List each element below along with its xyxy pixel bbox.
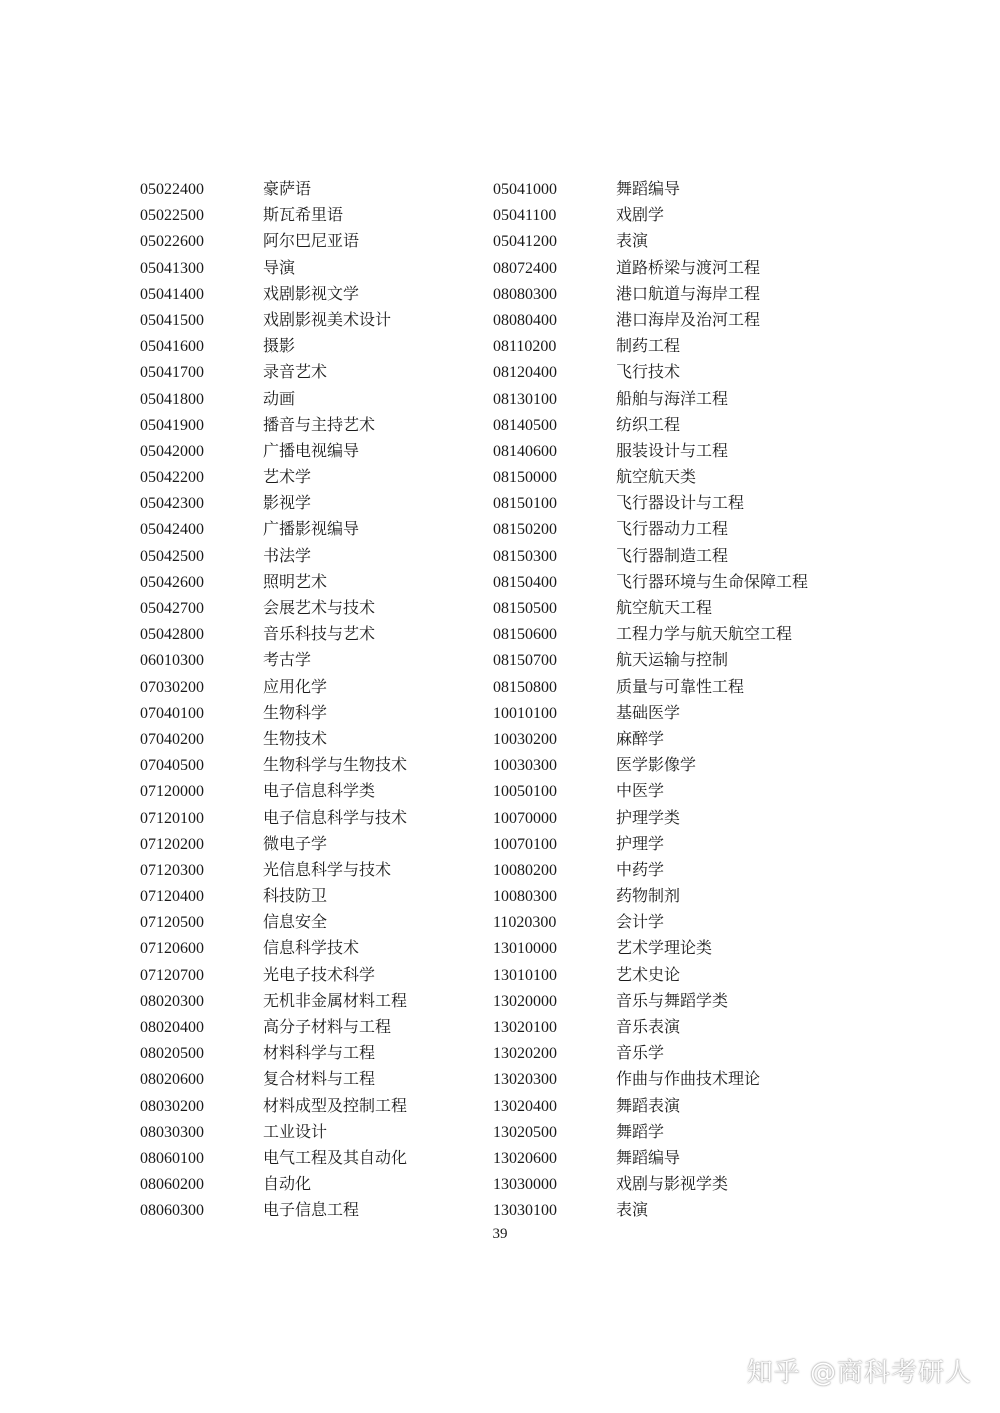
- list-item: [493, 307, 808, 333]
- major-code: 08140500: [493, 416, 557, 434]
- major-name: 服装设计与工程: [616, 440, 729, 460]
- list-item: [140, 386, 407, 412]
- list-item: [493, 1066, 808, 1092]
- major-name: 船舶与海洋工程: [616, 388, 729, 408]
- list-item: [493, 935, 808, 961]
- major-code: 13020400: [493, 1097, 557, 1115]
- list-item: [140, 516, 407, 542]
- list-item: [140, 621, 407, 647]
- major-name: 电气工程及其自动化: [263, 1147, 408, 1167]
- major-name: 信息科学技术: [263, 938, 360, 958]
- major-code: 05022500: [140, 207, 204, 225]
- major-code: 05022400: [140, 181, 204, 198]
- major-name: 书法学: [263, 545, 312, 565]
- major-code: 08020500: [140, 1045, 204, 1063]
- major-code: 05042200: [140, 469, 204, 487]
- list-item: [493, 988, 808, 1014]
- list-item: [140, 935, 407, 961]
- list-item: [493, 621, 808, 647]
- list-item: [140, 647, 407, 673]
- major-name: 麻醉学: [616, 728, 665, 748]
- major-name: 材料科学与工程: [263, 1043, 376, 1063]
- major-code: 13020300: [493, 1071, 557, 1089]
- major-name: 纺织工程: [616, 414, 681, 434]
- list-item: [140, 1171, 407, 1197]
- major-code: 07120400: [140, 888, 204, 906]
- major-name: 航天运输与控制: [616, 650, 729, 670]
- major-code: 08150200: [493, 521, 557, 539]
- major-code: 07120000: [140, 783, 204, 801]
- major-code: 11020300: [493, 914, 557, 932]
- major-name: 中医学: [616, 781, 665, 801]
- major-name: 飞行器设计与工程: [616, 493, 745, 513]
- list-item: [493, 595, 808, 621]
- major-code: 13020100: [493, 1019, 557, 1036]
- major-name: 自动化: [263, 1174, 312, 1194]
- list-item: [493, 909, 808, 935]
- major-name: 中药学: [616, 859, 665, 879]
- major-code: 08140600: [493, 442, 557, 460]
- list-item: [493, 1119, 808, 1145]
- list-item: [493, 883, 808, 909]
- major-name: 录音艺术: [263, 362, 328, 382]
- major-code: 06010300: [140, 652, 204, 670]
- major-code: 10010100: [493, 704, 557, 722]
- major-name: 信息安全: [263, 912, 328, 932]
- major-code: 05042000: [140, 442, 204, 460]
- major-name: 科技防卫: [263, 886, 328, 906]
- list-item: [493, 778, 808, 804]
- major-code: 05042700: [140, 600, 204, 617]
- major-code: 08060200: [140, 1176, 204, 1194]
- major-name: 摄影: [263, 336, 296, 356]
- list-item: [140, 490, 407, 516]
- major-code: 07120300: [140, 861, 204, 879]
- major-code: 13010000: [493, 940, 557, 958]
- major-code: 05042600: [140, 573, 204, 591]
- list-item: [140, 1145, 407, 1171]
- major-name: 舞蹈学: [616, 1121, 665, 1141]
- list-item: [493, 569, 808, 595]
- list-item: [140, 595, 407, 621]
- major-name: 港口海岸及治河工程: [616, 309, 761, 329]
- major-name: 表演: [616, 1200, 649, 1220]
- major-name: 制药工程: [616, 336, 681, 356]
- major-name: 医学影像学: [616, 755, 697, 775]
- list-item: [140, 176, 407, 202]
- major-name: 考古学: [263, 650, 312, 670]
- list-item: [493, 674, 808, 700]
- list-item: [140, 778, 407, 804]
- major-code: 05041400: [140, 285, 204, 303]
- list-item: [493, 464, 808, 490]
- list-item: [140, 569, 407, 595]
- major-name: 护理学类: [616, 807, 681, 827]
- major-code: 08060300: [140, 1202, 204, 1220]
- major-name: 舞蹈表演: [616, 1095, 681, 1115]
- major-name: 戏剧与影视学类: [616, 1174, 729, 1194]
- major-code: 13020500: [493, 1123, 557, 1141]
- major-name: 无机非金属材料工程: [263, 990, 408, 1010]
- major-name: 会计学: [616, 912, 665, 932]
- major-name: 飞行器环境与生命保障工程: [616, 571, 809, 591]
- major-code: 08080300: [493, 285, 557, 303]
- list-item: [493, 228, 808, 254]
- major-name: 生物技术: [263, 728, 328, 748]
- list-item: [140, 543, 407, 569]
- major-name: 广播影视编导: [263, 519, 360, 539]
- major-name: 会展艺术与技术: [263, 598, 376, 617]
- list-item: [493, 490, 808, 516]
- major-code: 08150100: [493, 495, 557, 513]
- list-item: [140, 1093, 407, 1119]
- list-item: [140, 752, 407, 778]
- major-code: 10080200: [493, 861, 557, 879]
- major-code: 05041200: [493, 233, 557, 251]
- major-code: 13030000: [493, 1176, 557, 1194]
- list-item: [140, 857, 407, 883]
- major-name: 音乐表演: [616, 1017, 681, 1036]
- major-name: 音乐科技与艺术: [263, 624, 376, 644]
- list-item: [140, 228, 407, 254]
- list-item: [140, 988, 407, 1014]
- major-code: 08120400: [493, 364, 557, 382]
- major-name: 质量与可靠性工程: [616, 676, 745, 696]
- major-name: 戏剧影视美术设计: [263, 309, 392, 329]
- major-name: 飞行器制造工程: [616, 545, 729, 565]
- major-code: 07120200: [140, 835, 204, 853]
- major-name: 影视学: [263, 493, 312, 513]
- list-item: [140, 438, 407, 464]
- major-name: 电子信息科学与技术: [263, 807, 408, 827]
- list-item: [493, 1197, 808, 1223]
- major-code: 05042300: [140, 495, 204, 513]
- list-item: [140, 1197, 407, 1223]
- list-item: [140, 674, 407, 700]
- page-number: 39: [492, 1226, 508, 1242]
- list-item: [493, 386, 808, 412]
- major-code: 05042400: [140, 521, 204, 539]
- list-item: [493, 962, 808, 988]
- major-name: 生物科学与生物技术: [263, 755, 408, 775]
- major-code: 13030100: [493, 1202, 557, 1220]
- major-name: 音乐学: [616, 1043, 665, 1063]
- major-code: 05041900: [140, 416, 204, 434]
- major-code: 13020000: [493, 992, 557, 1010]
- major-name: 光电子技术科学: [263, 964, 376, 984]
- major-code: 05042500: [140, 547, 204, 565]
- major-code: 07120700: [140, 966, 204, 984]
- major-code: 05041000: [493, 181, 557, 198]
- major-name: 工业设计: [263, 1121, 328, 1141]
- list-item: [493, 752, 808, 778]
- major-code: 07120100: [140, 809, 204, 827]
- major-code: 08150800: [493, 678, 557, 696]
- major-code: 08150500: [493, 600, 557, 617]
- major-code: 08020400: [140, 1019, 204, 1036]
- major-name: 豪萨语: [263, 179, 312, 198]
- list-item: [493, 255, 808, 281]
- list-item: [493, 438, 808, 464]
- major-name: 工程力学与航天航空工程: [616, 624, 793, 644]
- major-code: 08150600: [493, 626, 557, 644]
- list-item: [493, 281, 808, 307]
- major-code: 08110200: [493, 338, 557, 356]
- list-item: [140, 359, 407, 385]
- list-item: [493, 1171, 808, 1197]
- major-name: 照明艺术: [263, 571, 328, 591]
- major-code: 08060100: [140, 1149, 204, 1167]
- major-name: 微电子学: [263, 833, 328, 853]
- major-code: 07040200: [140, 730, 204, 748]
- major-name: 音乐与舞蹈学类: [616, 990, 729, 1010]
- major-name: 舞蹈编导: [616, 179, 681, 198]
- list-item: [140, 281, 407, 307]
- major-code: 10050100: [493, 783, 557, 801]
- major-code: 05041300: [140, 259, 204, 277]
- major-code: 13010100: [493, 966, 557, 984]
- list-item: [140, 464, 407, 490]
- list-item: [493, 543, 808, 569]
- major-name: 动画: [263, 388, 296, 408]
- major-code: 08130100: [493, 390, 557, 408]
- list-item: [140, 255, 407, 281]
- list-item: [493, 831, 808, 857]
- list-item: [493, 333, 808, 359]
- list-item: [493, 726, 808, 752]
- major-name: 飞行技术: [616, 362, 681, 382]
- major-name: 基础医学: [616, 702, 681, 722]
- major-code: 05041700: [140, 364, 204, 382]
- list-item: [140, 1066, 407, 1092]
- major-name: 光信息科学与技术: [263, 859, 392, 879]
- major-code: 07040500: [140, 757, 204, 775]
- major-code: 05041800: [140, 390, 204, 408]
- list-item: [140, 1040, 407, 1066]
- major-name: 生物科学: [263, 702, 328, 722]
- list-item: [493, 1040, 808, 1066]
- major-code: 08020600: [140, 1071, 204, 1089]
- major-name: 戏剧学: [616, 205, 665, 225]
- list-item: [493, 202, 808, 228]
- major-name: 表演: [616, 231, 649, 251]
- major-name: 高分子材料与工程: [263, 1017, 392, 1036]
- major-name: 舞蹈编导: [616, 1147, 681, 1167]
- major-code: 07040100: [140, 704, 204, 722]
- major-name: 艺术学: [263, 467, 312, 487]
- major-name: 艺术史论: [616, 964, 681, 984]
- major-name: 飞行器动力工程: [616, 519, 729, 539]
- list-item: [140, 962, 407, 988]
- major-name: 复合材料与工程: [263, 1069, 376, 1089]
- major-code: 08030200: [140, 1097, 204, 1115]
- major-code: 07120500: [140, 914, 204, 932]
- list-item: [140, 307, 407, 333]
- list-item: [140, 1014, 407, 1040]
- list-item: [493, 647, 808, 673]
- major-name: 应用化学: [263, 676, 328, 696]
- list-item: [493, 1145, 808, 1171]
- list-item: [493, 516, 808, 542]
- list-item: [140, 883, 407, 909]
- major-code: 08080400: [493, 311, 557, 329]
- right-column: [493, 176, 808, 1224]
- major-code: 10030200: [493, 730, 557, 748]
- major-code: 07030200: [140, 678, 204, 696]
- major-code: 10080300: [493, 888, 557, 906]
- major-name: 导演: [263, 257, 296, 277]
- list-item: [140, 700, 407, 726]
- list-item: [140, 726, 407, 752]
- major-name: 艺术学理论类: [616, 938, 713, 958]
- list-item: [140, 1119, 407, 1145]
- list-item: [140, 831, 407, 857]
- major-name: 药物制剂: [616, 886, 681, 906]
- major-name: 航空航天工程: [616, 598, 713, 617]
- major-code: 08150300: [493, 547, 557, 565]
- major-code: 13020600: [493, 1149, 557, 1167]
- major-name: 材料成型及控制工程: [263, 1095, 408, 1115]
- major-code: 07120600: [140, 940, 204, 958]
- major-name: 阿尔巴尼亚语: [263, 231, 360, 251]
- list-item: [493, 1093, 808, 1119]
- major-code: 05041600: [140, 338, 204, 356]
- list-item: [493, 412, 808, 438]
- list-item: [493, 857, 808, 883]
- list-item: [493, 1014, 808, 1040]
- major-code: 05022600: [140, 233, 204, 251]
- list-item: [140, 909, 407, 935]
- major-code: 10070100: [493, 835, 557, 853]
- list-item: [493, 805, 808, 831]
- major-code: 05041100: [493, 207, 557, 225]
- major-name: 电子信息科学类: [263, 781, 376, 801]
- list-item: [140, 202, 407, 228]
- major-name: 作曲与作曲技术理论: [616, 1069, 761, 1089]
- left-column: [140, 176, 407, 1224]
- major-code: 08150400: [493, 573, 557, 591]
- major-code: 08072400: [493, 259, 557, 277]
- major-code: 05041500: [140, 311, 204, 329]
- list-item: [140, 412, 407, 438]
- major-code: 10070000: [493, 809, 557, 827]
- list-item: [493, 176, 808, 202]
- major-code: 05042800: [140, 626, 204, 644]
- major-name: 道路桥梁与渡河工程: [616, 257, 761, 277]
- major-name: 戏剧影视文学: [263, 283, 360, 303]
- major-code: 10030300: [493, 757, 557, 775]
- list-item: [140, 333, 407, 359]
- list-item: [140, 805, 407, 831]
- list-item: [493, 700, 808, 726]
- major-code: 08150700: [493, 652, 557, 670]
- major-name: 播音与主持艺术: [263, 414, 376, 434]
- major-code: 08150000: [493, 469, 557, 487]
- major-code: 08030300: [140, 1123, 204, 1141]
- major-name: 电子信息工程: [263, 1200, 360, 1220]
- major-code: 08020300: [140, 992, 204, 1010]
- major-name: 港口航道与海岸工程: [616, 283, 761, 303]
- major-name: 斯瓦希里语: [263, 205, 344, 225]
- list-item: [493, 359, 808, 385]
- watermark: 知乎 @商科考研人: [746, 1358, 972, 1388]
- major-name: 航空航天类: [616, 467, 697, 487]
- major-code: 13020200: [493, 1045, 557, 1063]
- major-name: 广播电视编导: [263, 440, 360, 460]
- major-name: 护理学: [616, 833, 665, 853]
